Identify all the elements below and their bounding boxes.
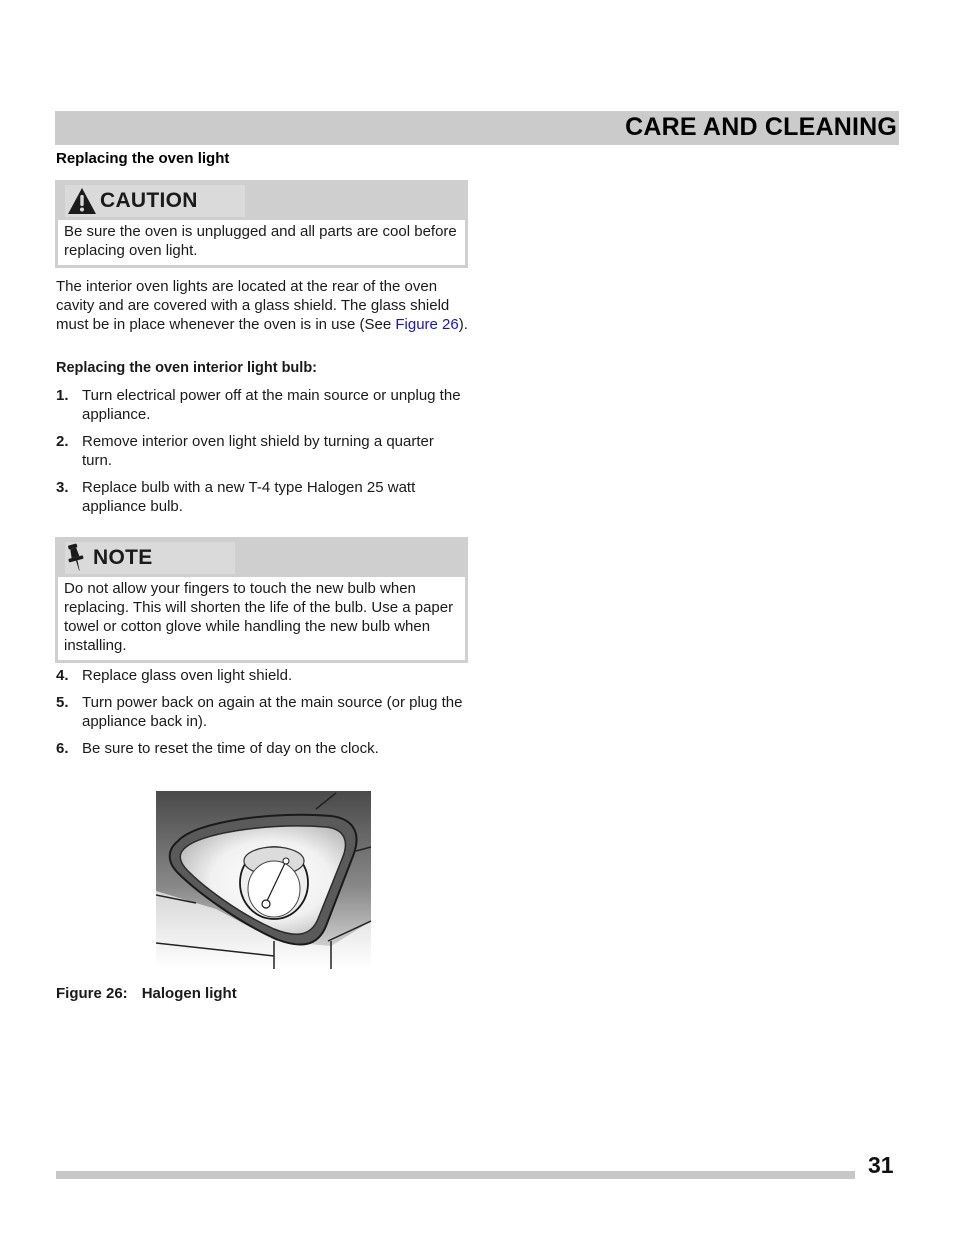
- step-text: Turn power back on again at the main source (or plug the appliance back in).: [82, 694, 463, 730]
- step-text: Be sure to reset the time of day on the clock.: [82, 740, 379, 757]
- subheading: Replacing the oven interior light bulb:: [56, 360, 318, 376]
- step-number: 6.: [56, 740, 69, 757]
- section-heading: Replacing the oven light: [56, 150, 230, 167]
- halogen-light-figure: [156, 791, 371, 969]
- step-text: Replace bulb with a new T-4 type Halogen 25 watt appliance bulb.: [82, 479, 416, 515]
- page-number: 31: [868, 1152, 894, 1178]
- caution-box-header: [58, 180, 465, 220]
- note-box-header: [58, 537, 465, 577]
- step-text: Replace glass oven light shield.: [82, 667, 293, 684]
- list-item: [56, 693, 468, 731]
- pushpin-icon: [65, 543, 87, 573]
- caution-label: CAUTION: [100, 189, 198, 212]
- step-number: 2.: [56, 433, 69, 450]
- list-item: [56, 478, 468, 516]
- list-item: [56, 739, 468, 758]
- figure-label: Figure 26:: [56, 985, 128, 1002]
- intro-text: The interior oven lights are located at the rear of the oven cavity and are covered with a glass shield. The glass shield must be in place whenever the oven is in use (See: [56, 278, 450, 333]
- intro-tail: ).: [458, 316, 468, 333]
- list-item: [56, 432, 468, 470]
- step-number: 5.: [56, 694, 69, 711]
- caution-label-tab: [65, 185, 245, 217]
- step-text: Turn electrical power off at the main source or unplug the appliance.: [82, 387, 461, 423]
- note-label: NOTE: [93, 546, 153, 569]
- steps-list-first: [56, 386, 468, 524]
- page-section-title: CARE AND CLEANING: [625, 113, 897, 141]
- caution-box: [55, 180, 468, 268]
- intro-paragraph: [56, 277, 468, 334]
- list-item: [56, 386, 468, 424]
- figure-caption-text: Halogen light: [141, 985, 237, 1002]
- figure-26-link[interactable]: Figure 26: [395, 316, 459, 333]
- step-number: 4.: [56, 667, 69, 684]
- steps-list-second: [56, 666, 468, 766]
- figure-caption: [56, 985, 237, 1002]
- caution-text: Be sure the oven is unplugged and all parts are cool before replacing oven light.: [58, 220, 465, 265]
- note-text: Do not allow your fingers to touch the new bulb when replacing. This will shorten the life of the bulb. Use a paper towel or cotton glove while handling the new bulb when installing.: [58, 577, 465, 660]
- section-header-bar: [55, 111, 899, 145]
- step-number: 1.: [56, 387, 69, 404]
- step-number: 3.: [56, 479, 69, 496]
- note-box: [55, 537, 468, 663]
- step-text: Remove interior oven light shield by turning a quarter turn.: [82, 433, 434, 469]
- list-item: [56, 666, 468, 685]
- note-label-tab: [65, 542, 235, 574]
- footer-bar: [56, 1171, 855, 1179]
- warning-triangle-icon: [67, 187, 97, 215]
